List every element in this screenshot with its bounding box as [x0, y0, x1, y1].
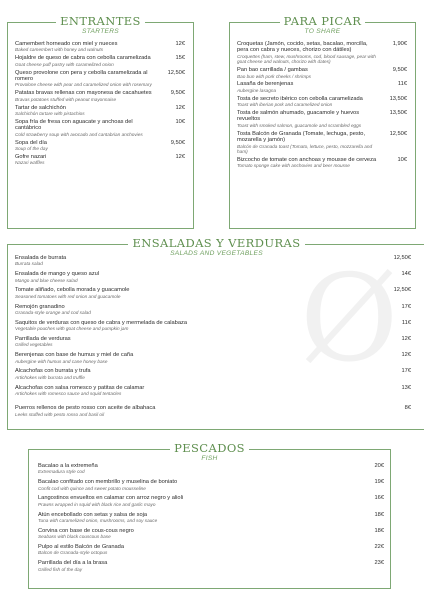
menu-item: Saquitos de verduras con queso de cabra y mermelada de calabaza Vegetable pouches with goat cheese and pumpkin jam 11€ — [15, 319, 411, 332]
menu-item: Patatas bravas rellenas con mayonesa de cacahuetes Bravas potatoes stuffed with peanut mayonnaise 9,50€ — [15, 90, 185, 102]
menu-item: Atún encebollado con setas y salsa de soja Tuna with caramelized onion, mushrooms, and soy sauce 18€ — [38, 511, 384, 524]
menu-item: Sopa del día Soup of the day 9,50€ — [15, 139, 185, 152]
menu-item: Tosta de salmón ahumado, guacamole y huevos revueltos Toast with smoked salmon, guacamole and scrambled eggs 13,50€ — [237, 110, 407, 128]
section-pescados — [28, 441, 391, 589]
menu-item: Alcachofas con burrata y trufa Artichokes with burrata and truffle 17€ — [15, 368, 411, 380]
menu-item: Pulpo al estilo Balcón de Granada Balcon de Granada-style octopus 22€ — [38, 544, 384, 556]
section-para-picar — [229, 14, 416, 229]
menu-item: Parrillada del día a la brasa Grilled fish of the day 23€ — [38, 560, 384, 572]
section-title: PESCADOS — [29, 442, 390, 455]
menu-item: Puerros rellenos de pesto rosso con aceite de albahaca Leeks stuffed with pesto rosso and basil oil 8€ — [15, 405, 411, 417]
menu-item: Pan bao carrillada / gambas Bao bun with pork cheeks / shrimps 9,50€ — [237, 67, 407, 79]
menu-item: Alcachofas con salsa romesco y patitas de calamar Artichokes with romesco sauce and squid tentacles 13€ — [15, 384, 411, 397]
section-entrantes — [7, 14, 194, 229]
menu-item: Lasaña de berenjenas Aubergine lasagna 11€ — [237, 81, 407, 93]
menu-item: Gofre nazari Nazari waffles 12€ — [15, 154, 185, 166]
section-subtitle: SALADS AND VEGETABLES — [8, 250, 424, 257]
menu-item: Tosta Balcón de Granada (Tomate, lechuga, pesto, mozarella y jamón) Balcón de Granada toast (Tomato, lettuce, pesto, mozzarella and ham) 12,50€ — [237, 130, 407, 154]
item-list — [237, 41, 407, 171]
menu-item: Camembert horneado con miel y nueces Baked camembert with honey and walnuts 12€ — [15, 41, 185, 53]
menu-item: Tartar de salchichón Salchichón tartare with pistachios 12€ — [15, 104, 185, 117]
item-list — [38, 463, 384, 572]
menu-item: Tomate aliñado, cebolla morada y guacamole Seasoned tomatoes with red onion and guacamole 12,50€ — [15, 287, 411, 299]
section-subtitle: TO SHARE — [230, 28, 415, 35]
menu-item: Ensalada de mango y queso azul Mango and blue cheese salad 14€ — [15, 271, 411, 283]
menu-item: Ensalada de burrata Burrata salad 12,50€ — [15, 255, 411, 267]
menu-item: Remojón granadino Granada-style orange and cod salad 17€ — [15, 303, 411, 316]
section-subtitle: STARTERS — [8, 28, 193, 35]
section-title: ENSALADAS Y VERDURAS — [8, 237, 424, 250]
section-ensaladas — [7, 236, 424, 430]
item-list — [15, 41, 185, 168]
section-subtitle: FISH — [29, 455, 390, 462]
section-title: ENTRANTES — [8, 15, 193, 28]
menu-item: Croquetas (Jamón, cocido, setas, bacalao, morcilla, pera con cabra y nueces, chorizo con dátiles) Croquettes (ham, stew, mushrooms, cod, blood sausage, pear with goat cheese and walnuts, chorizo with dates) 1,90€ — [237, 41, 407, 65]
item-list — [15, 255, 411, 417]
menu-item: Hojaldre de queso de cabra con cebolla caramelizada Goat cheese puff pastry with caramelized onion 15€ — [15, 55, 185, 67]
section-title: PARA PICAR — [230, 15, 415, 28]
menu-item: Corvina con base de cous-cous negro Seabass with black couscous base 18€ — [38, 527, 384, 540]
menu-item: Sopa fría de fresa con aguacate y anchoas del cantábrico Cold strawberry soup with avocado and cantabrian anchovies 10€ — [15, 118, 185, 137]
menu-item: Bacalao a la extremeña Extremadura style cod 20€ — [38, 463, 384, 475]
menu-item: Berenjenas con base de humus y miel de caña Aubergine with humus and cane honey base 12€ — [15, 352, 411, 364]
menu-item: Bacalao confitado con membrillo y muselina de boniato Confit cod with quince and sweet potato mousseline 19€ — [38, 479, 384, 491]
menu-item: Bizcocho de tomate con anchoas y mousse de cerveza Tomato sponge cake with anchovies and beer mousse 10€ — [237, 156, 407, 169]
menu-item: Parrillada de verduras Grilled vegetables 12€ — [15, 336, 411, 348]
menu-item: Langostinos envueltos en calamar con arroz negro y alioli Prawns wrapped in squid with black rice and garlic mayo 16€ — [38, 495, 384, 507]
background-watermark: Ø — [300, 250, 399, 389]
menu-item: Queso provolone con pera y cebolla caramelizada al romero Provolone cheese with pear and caramelized onion with rosemary 12,50€ — [15, 69, 185, 88]
menu-item: Tosta de secreto ibérico con cebolla caramelizada Toast with iberian pork and caramelized onion 13,50€ — [237, 95, 407, 108]
